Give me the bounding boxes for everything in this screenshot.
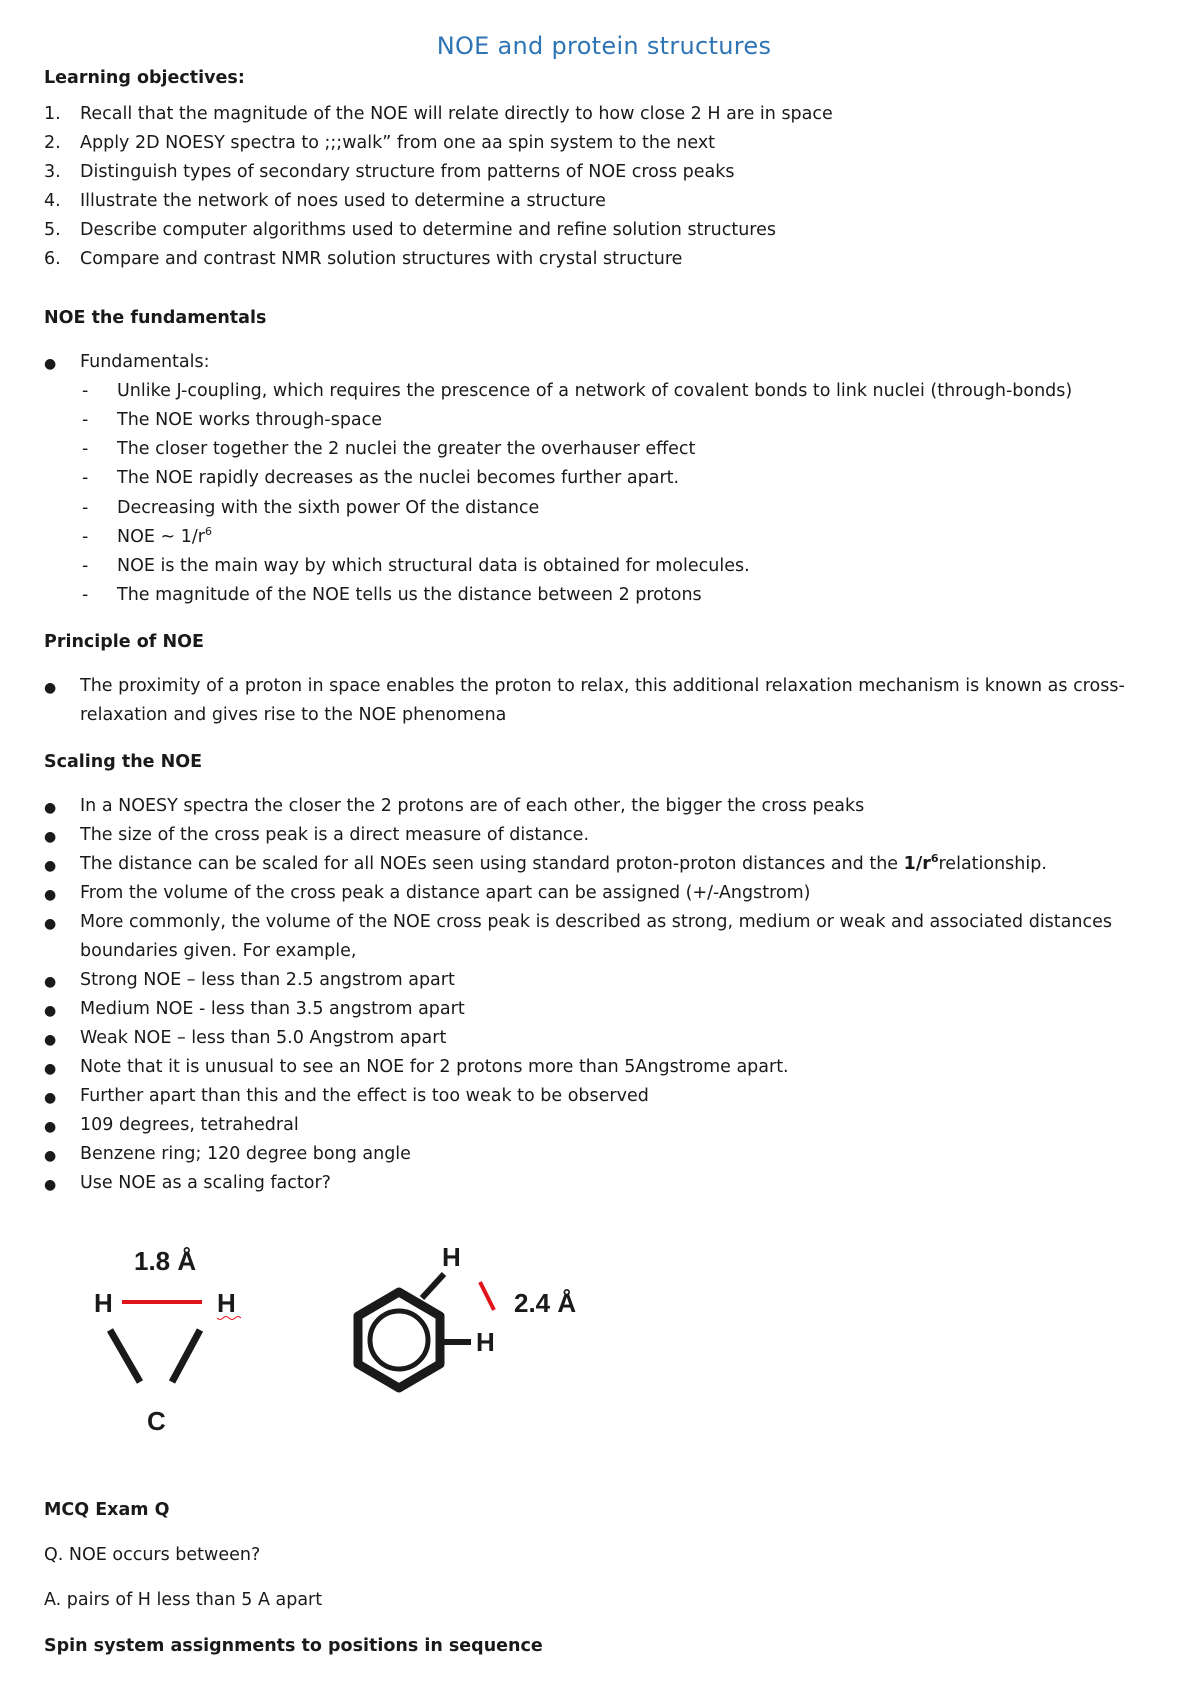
- bullet-icon: ●: [44, 858, 57, 874]
- list-item-continuation: relaxation and gives rise to the NOE phenomena: [80, 705, 507, 725]
- list-item: ● In a NOESY spectra the closer the 2 protons are of each other, the bigger the cross peaks: [44, 796, 1164, 820]
- list-item: ● Strong NOE – less than 2.5 angstrom apart: [44, 970, 1164, 994]
- bullet-icon: ●: [44, 1148, 57, 1164]
- list-item: ● Weak NOE – less than 5.0 Angstrom apart: [44, 1028, 1164, 1052]
- bullet-icon: ●: [44, 800, 57, 816]
- list-item: ● Benzene ring; 120 degree bong angle: [44, 1144, 1164, 1168]
- left-bond-line: [110, 1330, 140, 1382]
- list-item: 2. Apply 2D NOESY spectra to ;;;walk” from one aa spin system to the next: [44, 133, 716, 153]
- principle-heading: Principle of NOE: [44, 632, 204, 652]
- mcq-question: Q. NOE occurs between?: [44, 1545, 261, 1565]
- right-bond-line: [172, 1330, 200, 1382]
- list-item: ● More commonly, the volume of the NOE cross peak is described as strong, medium or weak and associated distances: [44, 912, 1164, 936]
- list-item: - The closer together the 2 nuclei the greater the overhauser effect: [82, 439, 696, 459]
- right-noe-line: [480, 1282, 494, 1310]
- bullet-icon: ●: [44, 1032, 57, 1048]
- spin-system-heading: Spin system assignments to positions in sequence: [44, 1636, 543, 1656]
- bullet-icon: ●: [44, 356, 57, 372]
- left-c-label: C: [147, 1406, 166, 1436]
- right-h-bottom-label: H: [476, 1327, 495, 1357]
- left-h2-label: H: [217, 1288, 236, 1318]
- bullet-icon: ●: [44, 1090, 57, 1106]
- right-distance-label: 2.4 Å: [514, 1288, 577, 1318]
- right-h-top-label: H: [442, 1242, 461, 1272]
- dash-icon: -: [82, 410, 89, 430]
- bullet-icon: ●: [44, 1119, 57, 1135]
- list-item: - The NOE rapidly decreases as the nuclei becomes further apart.: [82, 468, 680, 488]
- list-item: - The magnitude of the NOE tells us the distance between 2 protons: [82, 585, 702, 605]
- list-item: - Unlike J-coupling, which requires the prescence of a network of covalent bonds to link nuclei (through-bonds): [82, 381, 1073, 401]
- bullet-icon: ●: [44, 680, 57, 696]
- noe-distance-diagram: [84, 1240, 604, 1450]
- learning-objectives-heading: Learning objectives:: [44, 68, 245, 88]
- list-item: ● From the volume of the cross peak a distance apart can be assigned (+/-Angstrom): [44, 883, 1164, 907]
- list-item: ● The size of the cross peak is a direct measure of distance.: [44, 825, 1164, 849]
- dash-icon: -: [82, 498, 89, 518]
- bullet-icon: ●: [44, 1177, 57, 1193]
- dash-icon: -: [82, 439, 89, 459]
- list-item: 3. Distinguish types of secondary structure from patterns of NOE cross peaks: [44, 162, 735, 182]
- list-item: 4. Illustrate the network of noes used to determine a structure: [44, 191, 606, 211]
- mcq-heading: MCQ Exam Q: [44, 1500, 170, 1520]
- list-item: 1. Recall that the magnitude of the NOE will relate directly to how close 2 H are in space: [44, 104, 833, 124]
- list-item: 5. Describe computer algorithms used to determine and refine solution structures: [44, 220, 776, 240]
- list-item: - The NOE works through-space: [82, 410, 383, 430]
- dash-icon: -: [82, 381, 89, 401]
- benzene-inner-circle: [370, 1311, 428, 1369]
- dash-icon: -: [82, 585, 89, 605]
- left-distance-label: 1.8 Å: [134, 1246, 197, 1276]
- bullet-icon: ●: [44, 916, 57, 932]
- mcq-answer: A. pairs of H less than 5 A apart: [44, 1590, 323, 1610]
- list-item: ● Medium NOE - less than 3.5 angstrom apart: [44, 999, 1164, 1023]
- bullet-icon: ●: [44, 1061, 57, 1077]
- list-item: - Decreasing with the sixth power Of the distance: [82, 498, 540, 518]
- list-item: ● Use NOE as a scaling factor?: [44, 1173, 1164, 1197]
- ring-to-h-top: [422, 1274, 444, 1298]
- list-item: ● Further apart than this and the effect is too weak to be observed: [44, 1086, 1164, 1110]
- list-item: ● 109 degrees, tetrahedral: [44, 1115, 1164, 1139]
- list-item: ● Note that it is unusual to see an NOE for 2 protons more than 5Angstrome apart.: [44, 1057, 1164, 1081]
- list-item: - NOE is the main way by which structural data is obtained for molecules.: [82, 556, 750, 576]
- dash-icon: -: [82, 527, 89, 547]
- left-h1-label: H: [94, 1288, 113, 1318]
- list-item: ● Fundamentals:: [44, 352, 1164, 376]
- list-item-continuation: boundaries given. For example,: [80, 941, 357, 961]
- bullet-icon: ●: [44, 974, 57, 990]
- bullet-icon: ●: [44, 887, 57, 903]
- list-item: 6. Compare and contrast NMR solution structures with crystal structure: [44, 249, 683, 269]
- bullet-icon: ●: [44, 1003, 57, 1019]
- page-title: NOE and protein structures: [436, 32, 772, 60]
- list-item: ● The proximity of a proton in space enables the proton to relax, this additional relaxation mechanism is known as cross-: [44, 676, 1164, 700]
- dash-icon: -: [82, 468, 89, 488]
- list-item: - NOE ~ $1/r^6$: [82, 525, 212, 547]
- dash-icon: -: [82, 556, 89, 576]
- list-item: ● The distance can be scaled for all NOEs seen using standard proton-proton distances and the $1/r^6relationship$.: [44, 854, 1164, 878]
- bullet-icon: ●: [44, 829, 57, 845]
- fundamentals-heading: NOE the fundamentals: [44, 308, 267, 328]
- scaling-heading: Scaling the NOE: [44, 752, 203, 772]
